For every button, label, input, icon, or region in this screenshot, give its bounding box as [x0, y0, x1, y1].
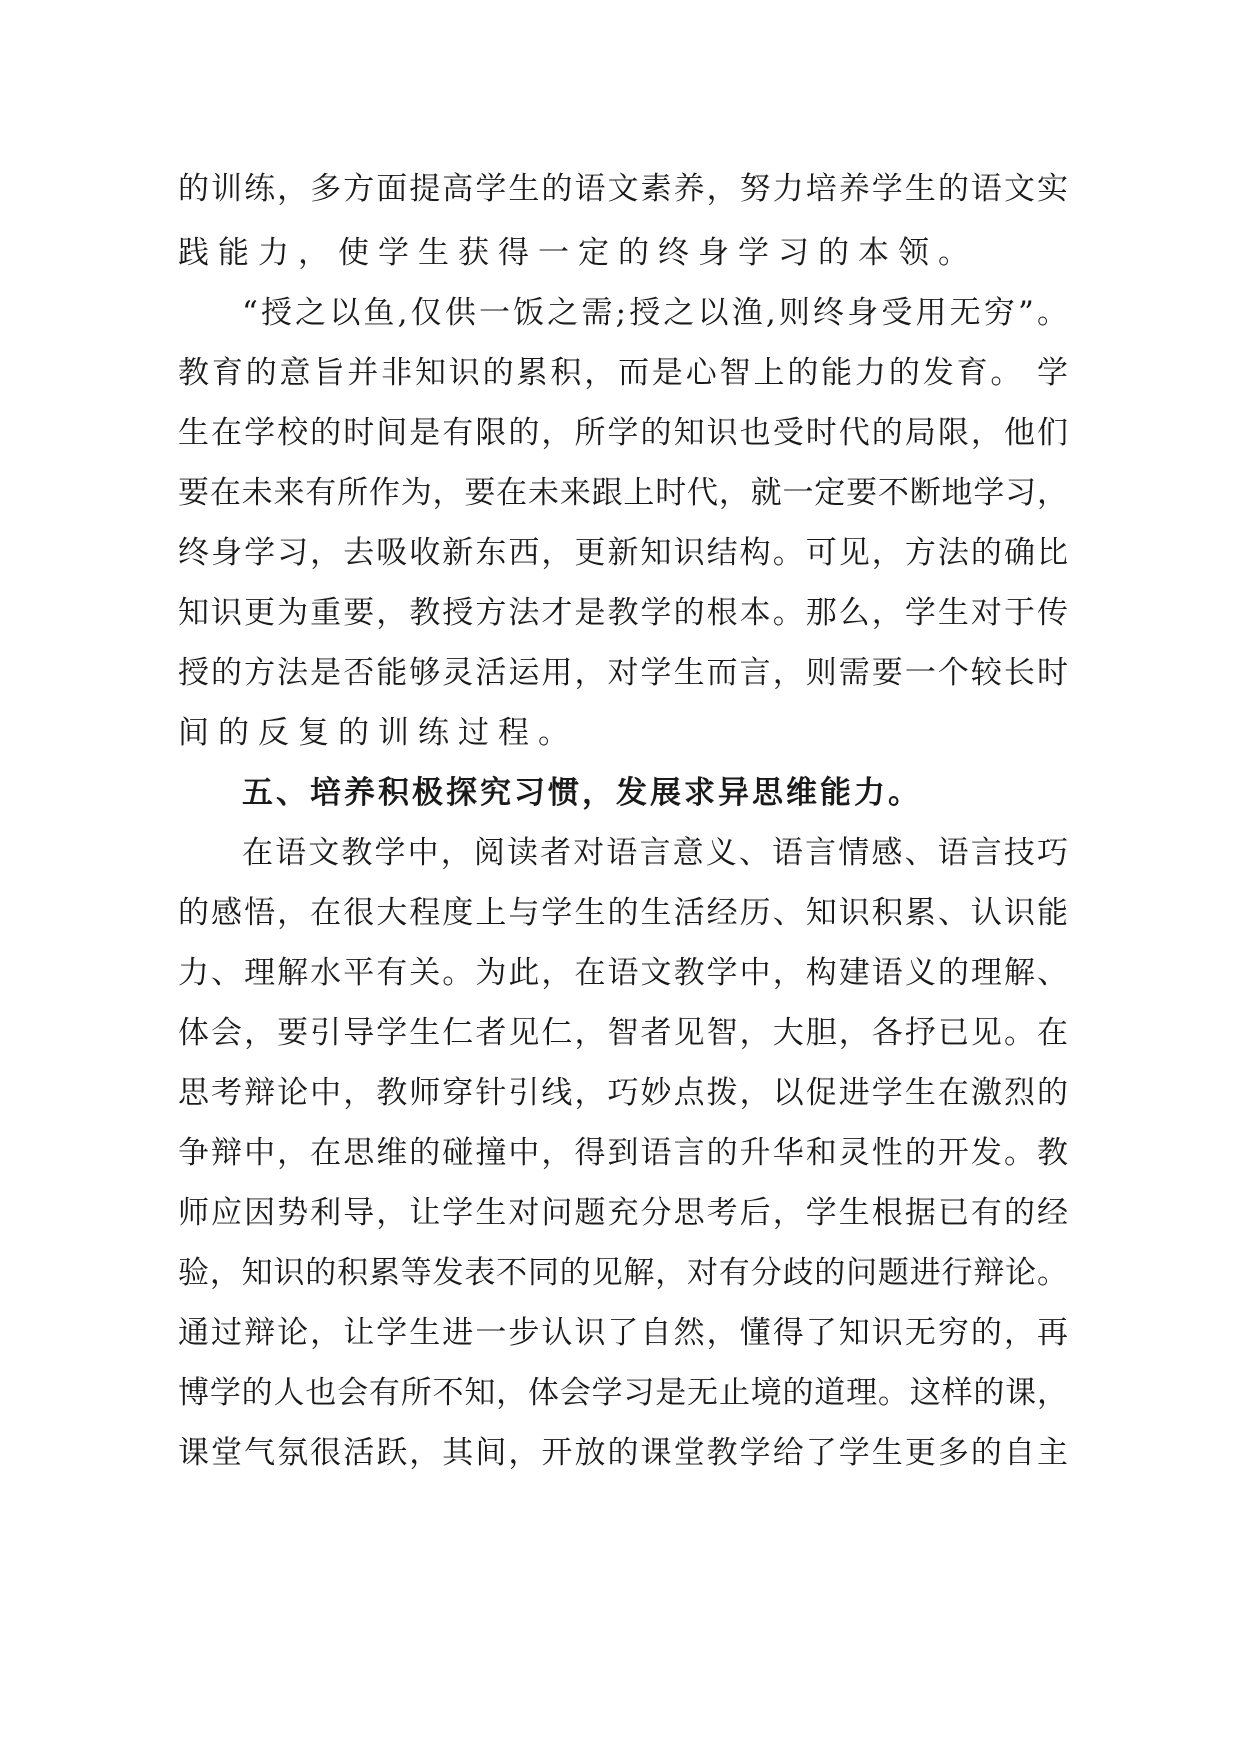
- text-line: 博学的人也会有所不知，体会学习是无止境的道理。这样的课，: [178, 1375, 1068, 1411]
- text-line: 践能力，使学生获得一定的终身学习的本领。: [178, 235, 978, 271]
- text-line: 要在未来有所作为，要在未来跟上时代，就一定要不断地学习，: [178, 475, 1068, 511]
- text-line: 师应因势利导，让学生对问题充分思考后，学生根据已有的经: [178, 1195, 1068, 1231]
- text-line: 验，知识的积累等发表不同的见解，对有分歧的问题进行辩论。: [178, 1255, 1068, 1291]
- text-line: 在语文教学中，阅读者对语言意义、语言情感、语言技巧: [242, 835, 1068, 871]
- text-line: 知识更为重要，教授方法才是教学的根本。那么，学生对于传: [178, 595, 1068, 631]
- text-line: 间的反复的训练过程。: [178, 715, 578, 751]
- text-line: 通过辩论，让学生进一步认识了自然，懂得了知识无穷的，再: [178, 1315, 1068, 1351]
- text-line: 生在学校的时间是有限的，所学的知识也受时代的局限，他们: [178, 415, 1068, 451]
- section-heading: 五、培养积极探究习惯，发展求异思维能力。: [242, 775, 922, 811]
- text-line: 体会，要引导学生仁者见仁，智者见智，大胆，各抒已见。在: [178, 1015, 1068, 1051]
- text-line: 力、理解水平有关。为此，在语文教学中，构建语义的理解、: [178, 955, 1068, 991]
- text-line: 教育的意旨并非知识的累积，而是心智上的能力的发育。 学: [178, 355, 1068, 391]
- text-line: 课堂气氛很活跃，其间，开放的课堂教学给了学生更多的自主: [178, 1435, 1068, 1471]
- text-line: 授的方法是否能够灵活运用，对学生而言，则需要一个较长时: [178, 655, 1068, 691]
- text-line: 的感悟，在很大程度上与学生的生活经历、知识积累、认识能: [178, 895, 1068, 931]
- text-line: 思考辩论中，教师穿针引线，巧妙点拨，以促进学生在激烈的: [178, 1075, 1068, 1111]
- text-line: 争辩中，在思维的碰撞中，得到语言的升华和灵性的开发。教: [178, 1135, 1068, 1171]
- quote-line: “授之以鱼,仅供一饭之需;授之以渔,则终身受用无穷”。: [242, 295, 1068, 331]
- text-line: 的训练，多方面提高学生的语文素养，努力培养学生的语文实: [178, 171, 1068, 207]
- text-line: 终身学习，去吸收新东西，更新知识结构。可见，方法的确比: [178, 535, 1068, 571]
